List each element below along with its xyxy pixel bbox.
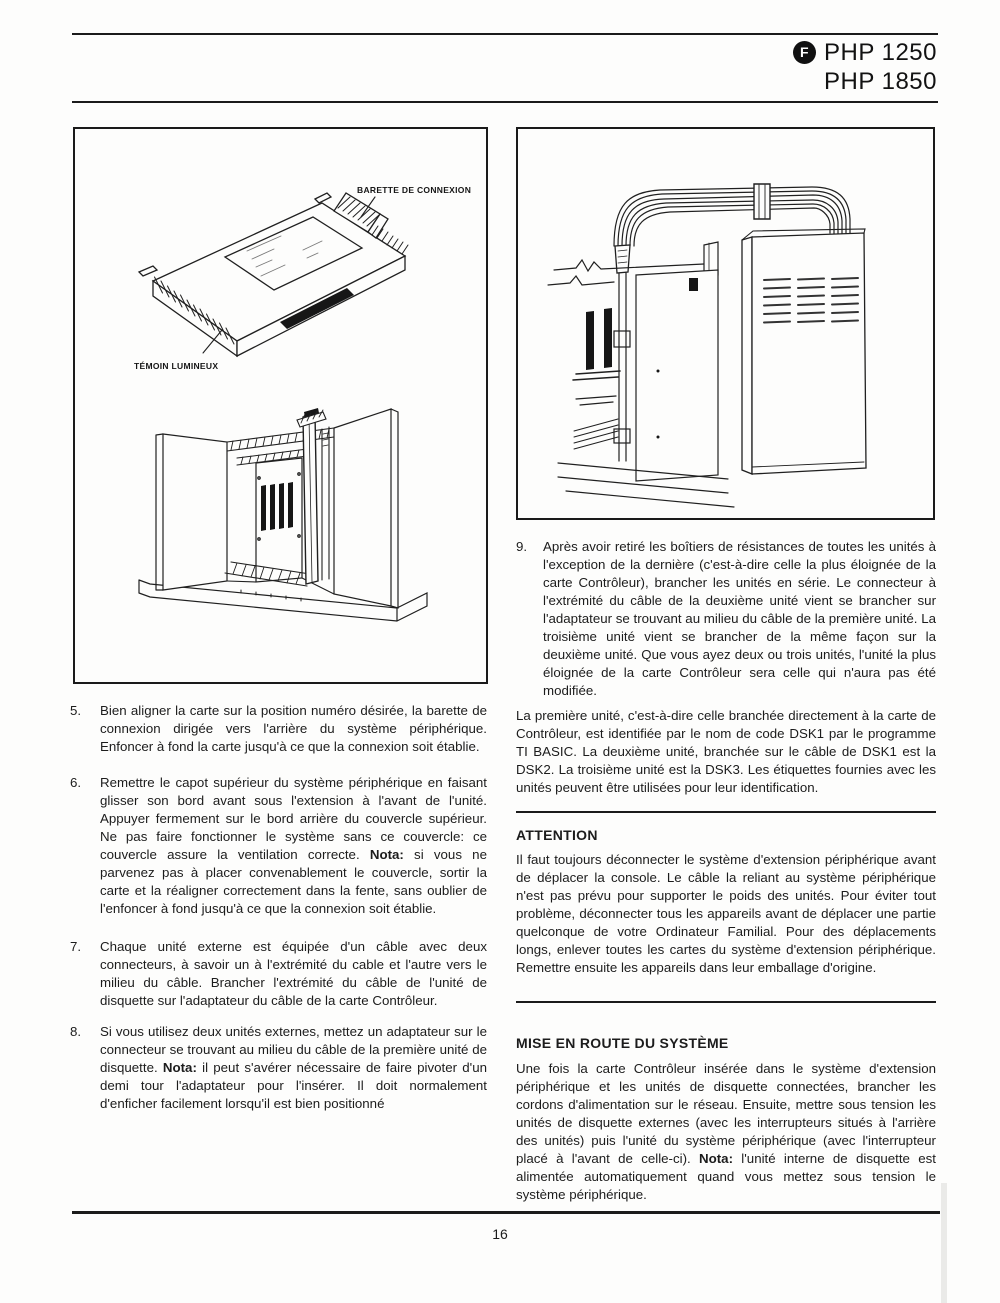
header-rule: [72, 101, 938, 103]
footer-rule: [72, 1211, 940, 1214]
item-number: 7.: [70, 939, 82, 954]
list-item-8: [70, 1023, 487, 1113]
drive-cable-illustration: [518, 129, 933, 518]
mise-en-route-body: Une fois la carte Contrôleur insérée dans le système d'extension périphérique et les unités de disquette connectées, brancher les cordons d'alimentation sur le réseau. Ensuite, mettre sous tension les unités de disquette externes (avec les interrupteurs situés à l'arrière des unités) puis l'unité du système périphérique (avec l'interrupteur placé à l'avant de celle-ci). Nota: l'unité interne de disquette est alimentée automatiquement quand vous mettez sous tension le système périphérique.: [516, 1061, 936, 1202]
figure-drive-cabling: [516, 127, 935, 520]
temoin-label: TÉMOIN LUMINEUX: [134, 361, 219, 371]
item-text: Après avoir retiré les boîtiers de résistances de toutes les unités à l'exception de la dernière (c'est-à-dire celle la plus éloignée de la carte Contrôleur), brancher les unités en série. Le connecteur à l'extrémité du câble de la deuxième unité vient se brancher sur l'adaptateur se trouvant au milieu du câble de la première unité. La troisième unité vient se brancher de la même façon sur la deuxième unité. Que vous ayez deux ou trois unités, l'unité la plus éloignée de la carte Contrôleur sera celle qui n'aura pas été modifiée.: [543, 539, 936, 698]
scan-artifact: [941, 1183, 947, 1303]
top-rule: [72, 33, 938, 35]
item-text: Si vous utilisez deux unités externes, mettez un adaptateur sur le connecteur se trouvant au milieu du câble de la première unité de disquette. Nota: il peut s'avérer nécessaire de faire pivoter d'un demi tour l'adaptateur pour l'insérer. Il doit normalement d'enficher facilement lorsqu'il est bien positionné: [100, 1024, 487, 1111]
list-item-7: [70, 938, 487, 1010]
model-line-2: [793, 67, 937, 96]
item-number: 9.: [516, 539, 528, 554]
item-number: 5.: [70, 703, 82, 718]
item-text: Chaque unité externe est équipée d'un câble avec deux connecteurs, à savoir un à l'extrémité du cable et l'autre vers le milieu du câble. Brancher l'extrémité du câble de l'unité de disquette sur l'adaptateur du câble de la carte Contrôleur.: [100, 939, 487, 1008]
barette-label: BARETTE DE CONNEXION: [357, 185, 472, 195]
attention-heading: ATTENTION: [516, 827, 598, 843]
list-item-6: [70, 774, 487, 918]
mise-en-route-heading: MISE EN ROUTE DU SYSTÈME: [516, 1035, 729, 1051]
item-number: 6.: [70, 775, 82, 790]
instruction-list-left: [70, 702, 487, 1113]
attention-rule-top: [516, 811, 936, 813]
attention-body: Il faut toujours déconnecter le système d'extension périphérique avant de déplacer la console. Le câble la reliant au système périphérique n'est pas prévu pour supporter le poids des unités. Pour éviter tout problème, déconnecter tous les appareils avant de déplacer une partie quelconque de votre Ordinateur Familial. Pour des déplacements longs, enlever toutes les cartes du système d'extension périphérique. Remettre ensuite les appareils dans leur emballage d'origine.: [516, 852, 936, 975]
model-number-1: PHP 1250: [824, 39, 937, 66]
card-and-expansion-illustration: [75, 129, 486, 682]
model-line-1: [793, 38, 937, 67]
attention-rule-bottom: [516, 1001, 936, 1003]
page-header: [793, 38, 937, 96]
item-number: 8.: [70, 1024, 82, 1039]
right-column-flow: [516, 538, 936, 797]
dsk-paragraph: La première unité, c'est-à-dire celle branchée directement à la carte de Contrôleur, est identifiée par le nom de code DSK1 par le programme TI BASIC. La deuxième unité, branchée sur le câble de DSK1 est la DSK2. La troisième unité est la DSK3. Les étiquettes fournies avec les unités peuvent être utilisées pour leur identification.: [516, 708, 936, 795]
item-text: Bien aligner la carte sur la position numéro désirée, la barette de connexion dirigée vers l'arrière du système périphérique. Enfoncer à fond la carte jusqu'à ce que la connexion soit établie.: [100, 703, 487, 754]
circle-f-logo-icon: F: [793, 41, 816, 64]
page-number: 16: [492, 1226, 508, 1242]
item-text: Remettre le capot supérieur du système périphérique en faisant glisser son bord avant sous l'extension à l'avant de l'unité. Appuyer fermement sur le bord arrière du couvercle supérieur. Ne pas faire fonctionner le système sans ce couvercle: ce couvercle assure la ventilation correcte. Nota: si vous ne parvenez pas à placer convenablement le couvercle, sortir la carte et la réaligner correctement dans la fente, sans oublier de l'enfoncer à fond jusqu'à ce que la connexion soit établie.: [100, 775, 487, 916]
model-number-2: PHP 1850: [824, 68, 937, 95]
list-item-9: [516, 538, 936, 700]
list-item-5: [70, 702, 487, 756]
figure-card-installation: [73, 127, 488, 684]
